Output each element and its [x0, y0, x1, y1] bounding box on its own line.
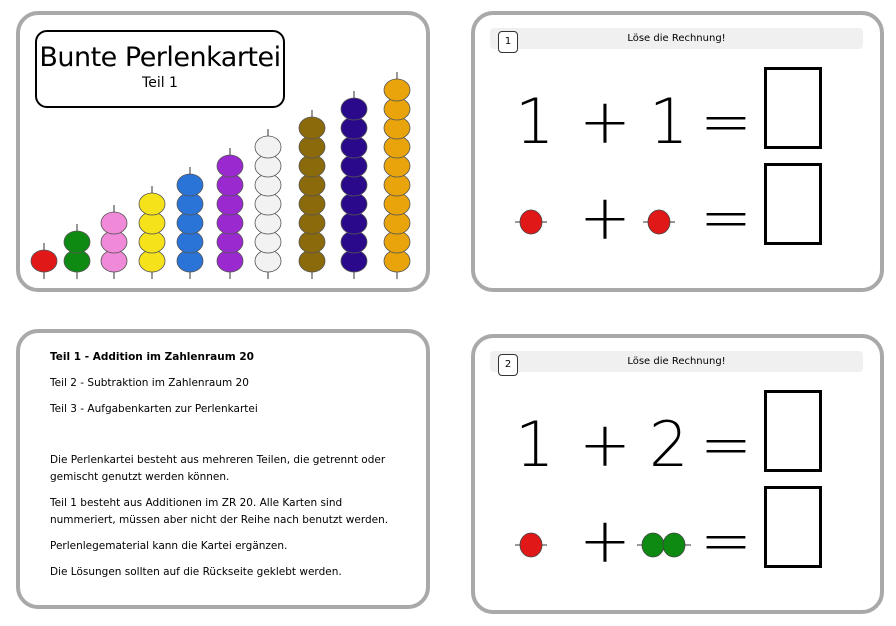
bead [31, 250, 57, 272]
bead [299, 117, 325, 139]
cover-subtitle: Teil 1 [142, 75, 178, 91]
bead [139, 193, 165, 215]
operand-a: 1 [515, 85, 555, 158]
bead-group-a [513, 530, 549, 564]
bead [341, 98, 367, 120]
instruction: Löse die Rechnung! [627, 356, 726, 367]
bead [663, 533, 685, 557]
equals-sign: = [700, 408, 752, 481]
part-2: Teil 2 - Subtraktion im Zahlenraum 20 [50, 377, 249, 389]
operand-b: 1 [649, 85, 689, 158]
card-header [490, 28, 863, 49]
operand-a: 1 [515, 408, 555, 481]
info-card [16, 329, 430, 609]
plus-sign: + [579, 181, 631, 254]
bead [101, 212, 127, 234]
bead [642, 533, 664, 557]
bead-group-b [635, 530, 693, 564]
paragraph: Die Perlenkartei besteht aus mehreren Teilen, die getrennt oder gemischt genutzt werden können. [50, 454, 386, 483]
bead-stack [64, 224, 90, 279]
bead [384, 79, 410, 101]
bead-stacks-illustration [20, 15, 426, 288]
bead-stack [299, 110, 325, 279]
plus-sign: + [579, 85, 631, 158]
bead-stack [341, 91, 367, 279]
bead [217, 155, 243, 177]
paragraph: Perlenlegematerial kann die Kartei ergänzen. [50, 540, 288, 552]
card-number: 1 [498, 31, 518, 53]
answer-box[interactable] [764, 163, 822, 245]
task-card-1 [471, 11, 884, 292]
bead-stack [217, 148, 243, 279]
bead-stack [139, 186, 165, 279]
answer-box[interactable] [764, 486, 822, 568]
instruction: Löse die Rechnung! [627, 33, 726, 44]
equals-sign: = [700, 181, 752, 254]
operand-b: 2 [649, 408, 689, 481]
bead-stack [177, 167, 203, 279]
bead [64, 231, 90, 253]
equals-sign: = [700, 504, 752, 577]
bead [177, 174, 203, 196]
bead-stack [101, 205, 127, 279]
paragraph: Die Lösungen sollten auf die Rückseite geklebt werden. [50, 566, 342, 578]
equals-sign: = [700, 85, 752, 158]
paragraph: Teil 1 besteht aus Additionen im ZR 20. Alle Karten sind nummeriert, müssen aber nicht der Reihe nach benutzt werden. [50, 497, 389, 526]
bead-stack [384, 72, 410, 279]
plus-sign: + [579, 504, 631, 577]
answer-box[interactable] [764, 67, 822, 149]
part-3: Teil 3 - Aufgabenkarten zur Perlenkartei [50, 403, 258, 415]
card-header [490, 351, 863, 372]
bead [520, 533, 542, 557]
bead-group-a [513, 207, 549, 241]
answer-box[interactable] [764, 390, 822, 472]
cover-title: Bunte Perlenkartei [39, 42, 281, 73]
bead-group-b [641, 207, 677, 241]
cover-card [16, 11, 430, 292]
bead-stack [31, 243, 57, 279]
card-number: 2 [498, 354, 518, 376]
bead [255, 136, 281, 158]
bead [520, 210, 542, 234]
plus-sign: + [579, 408, 631, 481]
bead-stack [255, 129, 281, 279]
part-1: Teil 1 - Addition im Zahlenraum 20 [50, 351, 254, 363]
bead [648, 210, 670, 234]
task-card-2 [471, 334, 884, 614]
